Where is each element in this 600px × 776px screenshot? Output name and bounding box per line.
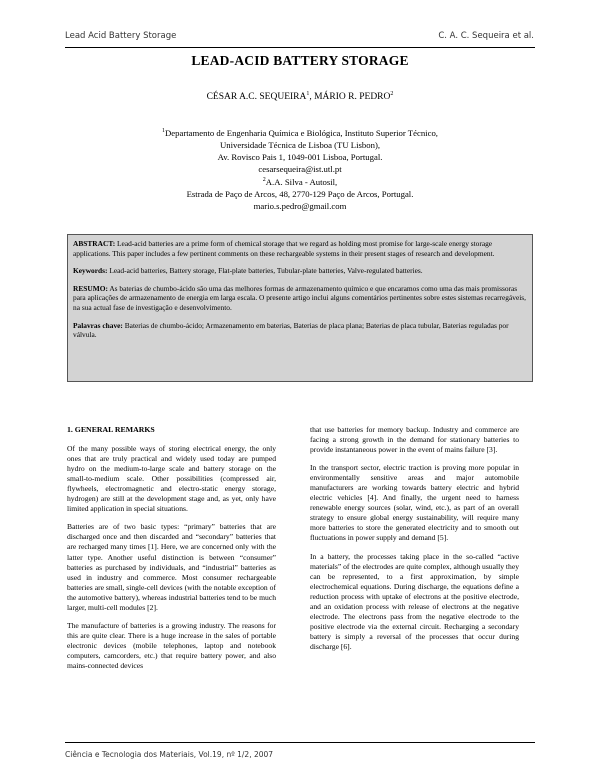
- aff1-mark: 1: [162, 128, 166, 134]
- keywords-label: Keywords:: [73, 266, 108, 276]
- author-1-mark: 1: [306, 91, 310, 97]
- aff1-email[interactable]: cesarsequeira@ist.utl.pt: [258, 163, 342, 174]
- affiliation-1: [0, 125, 600, 175]
- palavras-label: Palavras chave:: [73, 320, 123, 330]
- aff2-line2: Estrada de Paço de Arcos, 48, 2770-129 Paço de Arcos, Portugal.: [186, 188, 414, 199]
- abstract-text: Lead-acid batteries are a prime form of chemical storage that we regard as holding most promise for large-scale energy storage applications. This paper includes a few pertinent comments on these rechargeable systems in their present stages of research and development.: [73, 239, 495, 258]
- section-heading: 1. GENERAL REMARKS: [67, 425, 155, 434]
- body-paragraph: Of the many possible ways of storing electrical energy, the only ones that are truly practical and widely used today are pumped hydro on the medium-to-large scale and battery storage on the small-to-medium scale. Other possibilities (compressed air, flywheels, electromagnetic and electro-static energy storage, hydrogen) are still at the development stage and, as yet, only have limited application in special situations.: [67, 444, 276, 514]
- body-paragraph: In a battery, the processes taking place in the so-called “active materials” of the electrodes are quite complex, although usually they can be represented, to a first approximation, by simple electrochemical equations. During discharge, the equations define a reduction process with uptake of electrons at the positive electrode, and an oxidation process with release of electrons at the negative electrode. The electrons pass from the negative electrode to the positive electrode via the external circuit. Recharging a secondary battery is simply a reversal of the processes that occur during discharge [6].: [310, 551, 519, 651]
- aff1-line2: Universidade Técnica de Lisboa (TU Lisbon),: [219, 139, 381, 150]
- author-1: CÉSAR A.C. SEQUEIRA: [206, 92, 307, 103]
- resumo-paragraph: [73, 284, 527, 313]
- affiliation-2: [0, 174, 600, 212]
- body-paragraph: The manufacture of batteries is a growing industry. The reasons for this are quite clear. There is a huge increase in the sales of portable electronic devices (mobile telephones, laptop and notebook computers, camcorders, etc.) that require battery power, and also mains-connected devices: [67, 620, 276, 670]
- abstract-box: [67, 234, 533, 382]
- keywords-paragraph: [73, 266, 527, 276]
- abstract-label: ABSTRACT:: [73, 239, 116, 248]
- abstract-paragraph: [73, 239, 527, 258]
- journal-footer: Ciência e Tecnologia dos Materiais, Vol.19, nº 1/2, 2007: [65, 750, 274, 759]
- resumo-text: As baterias de chumbo-ácido são uma das melhores formas de armazenamento químico e que encaramos como uma das mais promissoras para aplicações de armazenamento de energia em larga escala. O presente artigo inclui alguns comentários pertinentes sobre estes sistemas recarregáveis, na sua actual fase de investigação e desenvolvimento.: [73, 283, 527, 312]
- author-separator: ,: [309, 92, 315, 103]
- author-2-mark: 2: [390, 91, 394, 97]
- aff2-email[interactable]: mario.s.pedro@gmail.com: [253, 200, 347, 211]
- body-paragraph: In the transport sector, electric traction is proving more popular in environmentally sensitive areas and major automobile manufacturers are working towards battery electric and hybrid electric vehicles [4]. And finally, the urgent need to harness renewable energy sources (solar, wind, etc.), as part of an overall strategy to ensure global energy sustainability, will require many more batteries to store the generated electricity and to smooth out fluctuations in power supply and demand [5].: [310, 463, 519, 543]
- aff1-line3: Av. Rovisco Pais 1, 1049-001 Lisboa, Portugal.: [217, 151, 383, 162]
- resumo-label: RESUMO:: [73, 283, 108, 293]
- aff1-line1: Departamento de Engenharia Química e Biológica, Instituto Superior Técnico,: [165, 127, 438, 138]
- running-header-right: C. A. C. Sequeira et al.: [438, 31, 534, 41]
- keywords-text: Lead-acid batteries, Battery storage, Flat-plate batteries, Tubular-plate batteries, Valve-regulated batteries.: [107, 266, 423, 276]
- running-header-left: Lead Acid Battery Storage: [65, 31, 177, 41]
- palavras-paragraph: [73, 321, 527, 340]
- footer-rule: [65, 742, 535, 743]
- author-line: [0, 91, 600, 102]
- author-2: MÁRIO R. PEDRO: [314, 92, 391, 103]
- body-paragraph: that use batteries for memory backup. Industry and commerce are facing a strong growth in the demand for stationary batteries to provide instantaneous power in the event of mains failure [3].: [310, 425, 519, 455]
- right-column: [310, 425, 519, 660]
- header-rule: [65, 47, 535, 48]
- aff2-line1: A.A. Silva - Autosil,: [265, 176, 338, 187]
- paper-title: LEAD-ACID BATTERY STORAGE: [191, 53, 409, 68]
- body-paragraph: Batteries are of two basic types: “primary” batteries that are discharged once and then discarded and “secondary” batteries that are recharged many times [1]. Here, we are concerned only with the latter type. Another useful distinction is between “consumer” batteries as purchased by individuals, and “industrial” batteries as used in industry and commerce. Most consumer rechargeable batteries are small, single-cell devices (with the notable exception of the automotive battery), whereas industrial batteries tend to be much larger, multi-cell modules [2].: [67, 522, 276, 612]
- aff2-mark: 2: [262, 177, 266, 183]
- palavras-text: Baterias de chumbo-ácido; Armazenamento em baterias, Baterias de placa plana; Baterias de placa tubular, Baterias reguladas por válvula.: [73, 320, 509, 340]
- left-column: [67, 425, 276, 679]
